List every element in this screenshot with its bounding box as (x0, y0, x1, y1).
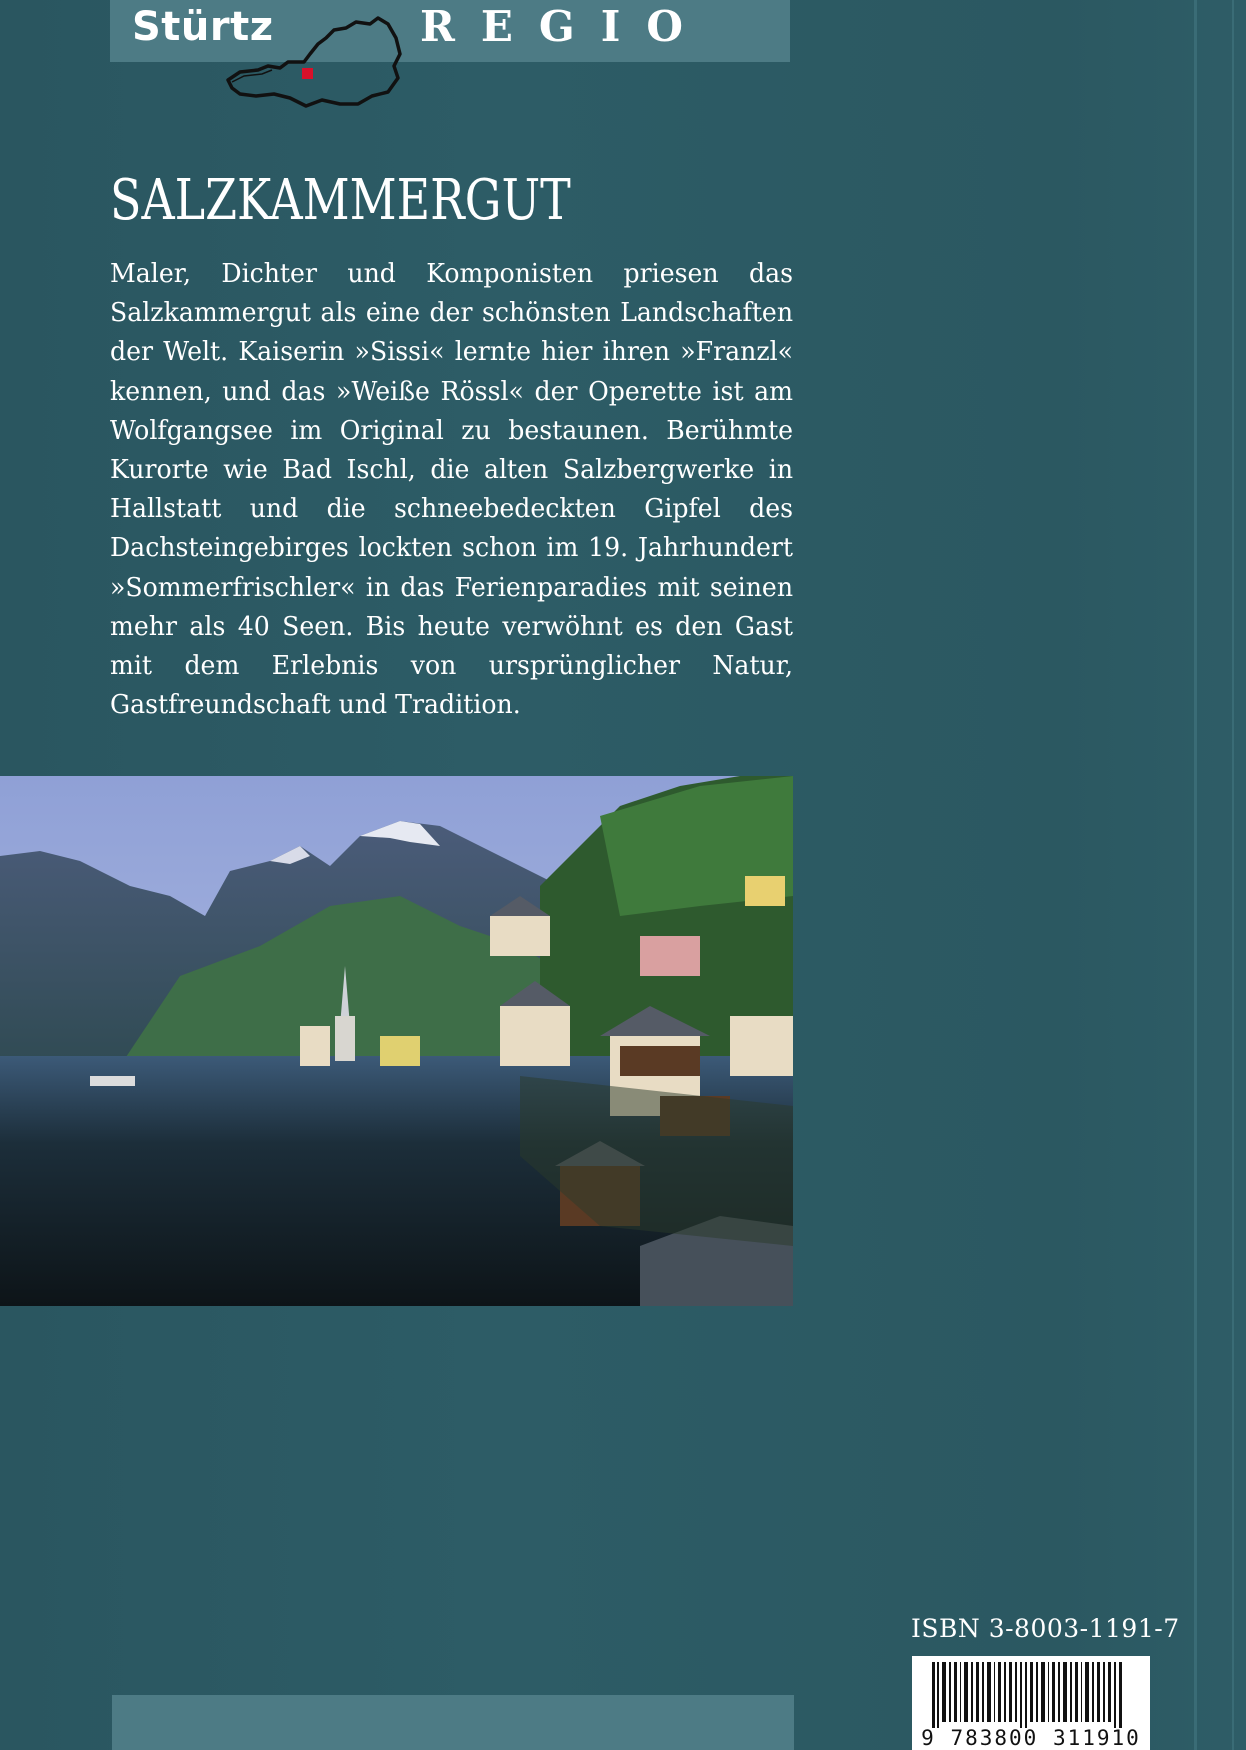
cover-blurb: Maler, Dichter und Komponisten priesen das Salzkammergut als eine der schönsten Landschaften der Welt. Kaiserin »Sissi« lernte hier ihren »Franzl« kennen, und das »Weiße Rössl« der Operette ist am Wolfgangsee im Original zu bestaunen. Berühmte Kurorte wie Bad Ischl, die alten Salzbergwerke in Hallstatt und die schneebedeckten Gipfel des Dachsteingebirges lockten schon im 19. Jahrhundert »Sommerfrischler« in das Ferienparadies mit seinen mehr als 40 Seen. Bis heute verwöhnt es den Gast mit dem Erlebnis von ursprünglicher Natur, Gastfreundschaft und Tradition. (110, 258, 794, 721)
publisher-brand: Stürtz (132, 4, 274, 50)
hallstatt-lake-photo (0, 776, 793, 1306)
book-title: SALZKAMMERGUT (110, 168, 571, 233)
spine-edge (1232, 0, 1234, 1750)
series-name: REGIO (420, 2, 710, 51)
barcode-digits: 9 783800 311910 (921, 1726, 1141, 1750)
map-marker (302, 68, 313, 79)
austria-map-icon (210, 8, 410, 113)
bottom-band (112, 1695, 794, 1750)
spine-edge (1194, 0, 1197, 1750)
isbn-number: ISBN 3-8003-1191-7 (911, 1614, 1180, 1643)
